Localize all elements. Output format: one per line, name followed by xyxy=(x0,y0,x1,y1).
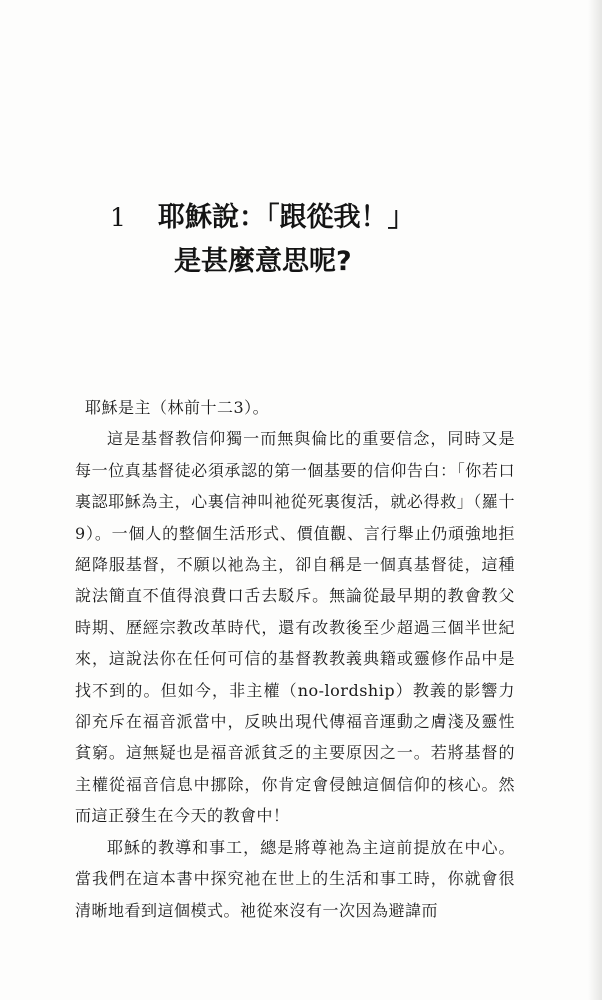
chapter-title-line1: 耶穌說：「跟從我！」 xyxy=(158,202,415,233)
paragraph: 耶穌的教導和事工，總是將尊祂為主這前提放在中心。當我們在這本書中探究祂在世上的生活和事工時，你就會很清晰地看到這個模式。祂從來沒有一次因為避諱而 xyxy=(75,837,515,920)
chapter-heading-line1 xyxy=(110,196,490,240)
chapter-title-line2: 是甚麼意思呢? xyxy=(174,246,352,277)
paragraph: 這是基督教信仰獨一而無與倫比的重要信念，同時又是每一位真基督徒必須承認的第一個基要的信仰告白：「你若口裏認耶穌為主，心裏信神叫祂從死裏復活，就必得救」（羅十9）。一個人的整個生活形式、價值觀、言行舉止仍頑強地拒絕降服基督，不願以祂為主，卻自稱是一個真基督徒，這種說法簡直不值得浪費口舌去駁斥。無論從最早期的教會教父時期、歷經宗教改革時代，還有改教後至少超過三個半世紀來，這說法你在任何可信的基督教教義典籍或靈修作品中是找不到的。但如今，非主權（no-lordship）教義的影響力卻充斥在福音派當中，反映出現代傳福音運動之膚淺及靈性貧窮。這無疑也是福音派貧乏的主要原因之一。若將基督的主權從福音信息中挪除，你肯定會侵蝕這個信仰的核心。然而這正發生在今天的教會中！ xyxy=(75,429,515,826)
paragraph-verse: 耶穌是主（林前十二3）。 xyxy=(85,398,270,417)
body-text xyxy=(75,392,515,926)
chapter-heading xyxy=(110,196,490,284)
page-edge-shadow xyxy=(588,0,602,1000)
chapter-number: 1 xyxy=(110,203,126,232)
